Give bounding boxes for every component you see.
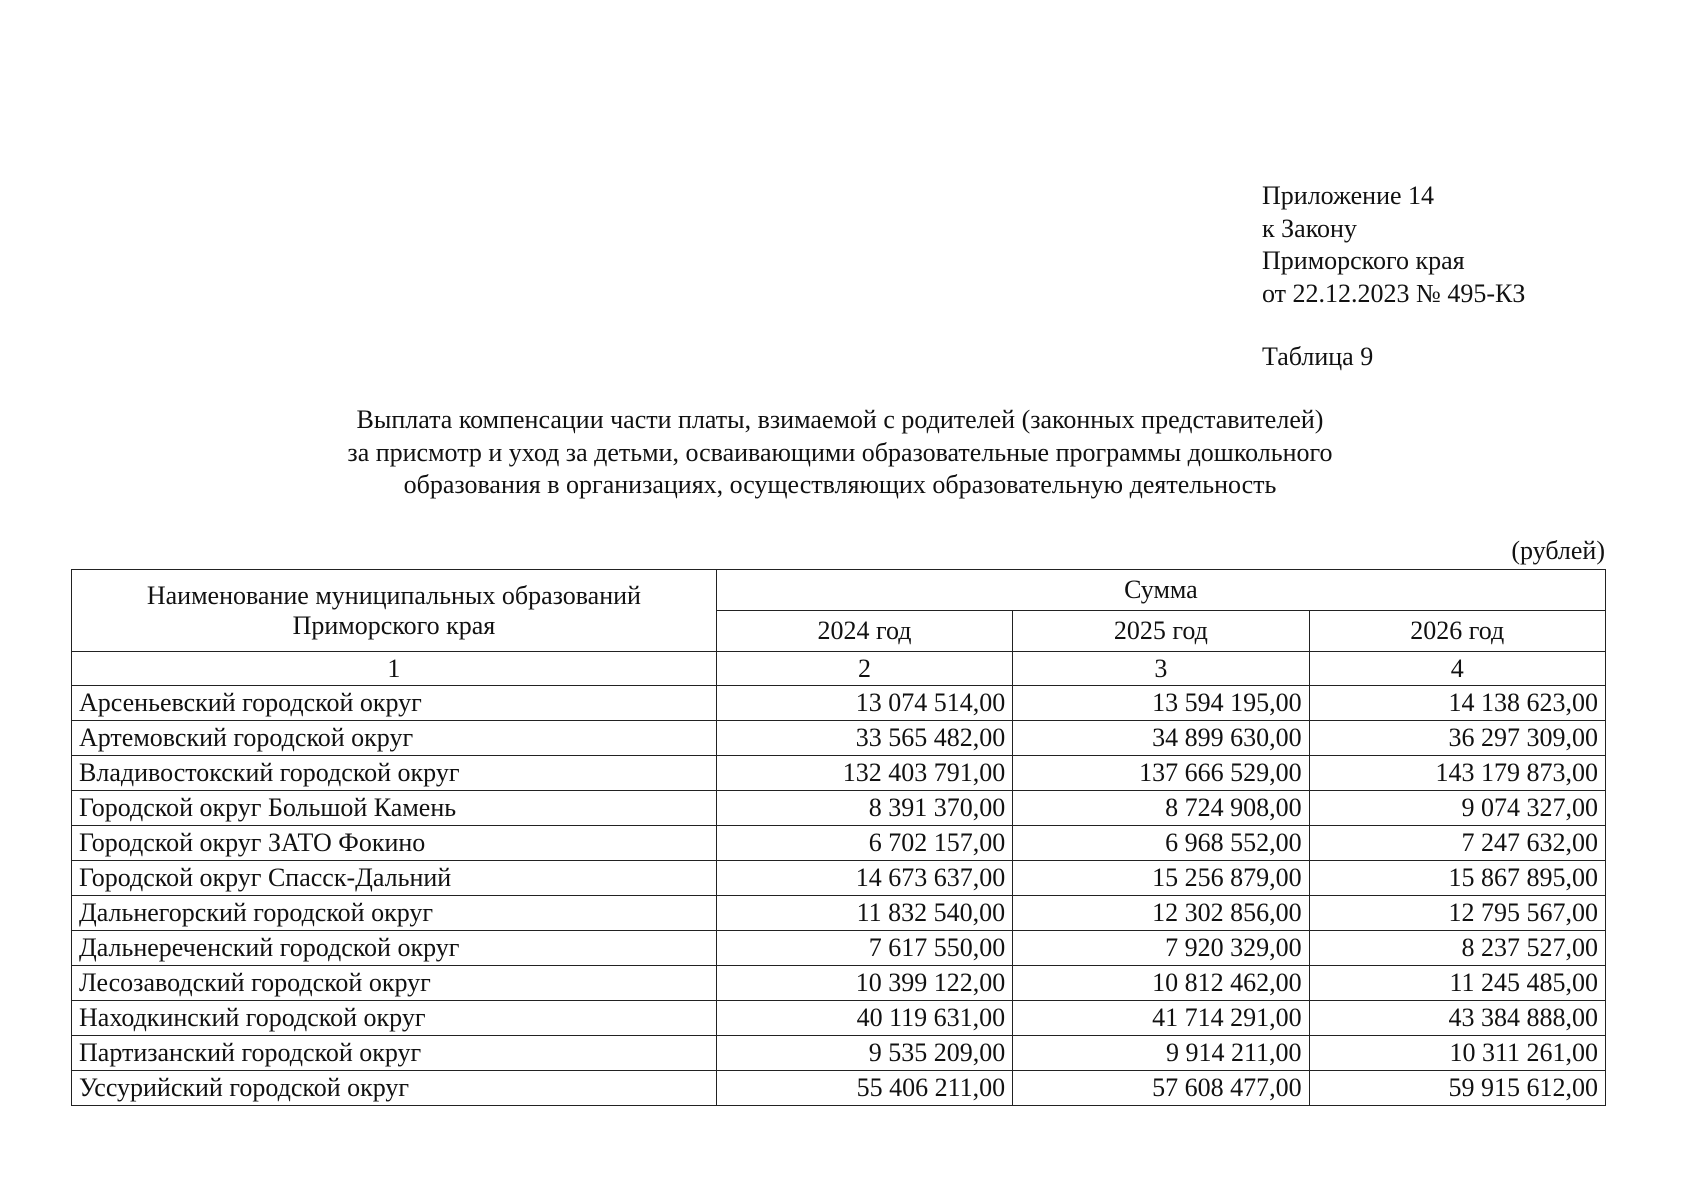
appendix-line: от 22.12.2023 № 495-КЗ — [1262, 278, 1526, 308]
title-line: Выплата компенсации части платы, взимаемой с родителей (законных представителей) — [356, 405, 1324, 434]
amount-2024: 55 406 211,00 — [716, 1071, 1012, 1106]
table-row — [72, 896, 1606, 931]
amount-2026: 9 074 327,00 — [1309, 791, 1605, 826]
header-row — [72, 570, 1606, 611]
header-year: 2025 год — [1013, 611, 1309, 652]
amount-2026: 10 311 261,00 — [1309, 1036, 1605, 1071]
table-row — [72, 966, 1606, 1001]
units-label: (рублей) — [1511, 536, 1605, 565]
municipality-name: Городской округ Спасск-Дальний — [72, 861, 717, 896]
amount-2025: 9 914 211,00 — [1013, 1036, 1309, 1071]
amount-2025: 15 256 879,00 — [1013, 861, 1309, 896]
amount-2026: 14 138 623,00 — [1309, 686, 1605, 721]
table-row — [72, 756, 1606, 791]
municipality-name: Уссурийский городской округ — [72, 1071, 717, 1106]
amount-2024: 9 535 209,00 — [716, 1036, 1012, 1071]
municipality-name: Лесозаводский городской округ — [72, 966, 717, 1001]
header-sum: Сумма — [716, 570, 1605, 611]
amount-2024: 13 074 514,00 — [716, 686, 1012, 721]
amount-2025: 12 302 856,00 — [1013, 896, 1309, 931]
amount-2025: 7 920 329,00 — [1013, 931, 1309, 966]
header-municipality-line: Наименование муниципальных образований — [146, 580, 641, 610]
municipality-name: Городской округ ЗАТО Фокино — [72, 826, 717, 861]
amount-2024: 33 565 482,00 — [716, 721, 1012, 756]
table-body — [72, 686, 1606, 1106]
table-header — [72, 570, 1606, 686]
amount-2026: 15 867 895,00 — [1309, 861, 1605, 896]
municipality-name: Дальнегорский городской округ — [72, 896, 717, 931]
amount-2025: 41 714 291,00 — [1013, 1001, 1309, 1036]
amount-2024: 8 391 370,00 — [716, 791, 1012, 826]
compensation-table — [71, 569, 1606, 1106]
municipality-name: Находкинский городской округ — [72, 1001, 717, 1036]
column-index: 3 — [1013, 652, 1309, 686]
municipality-name: Партизанский городской округ — [72, 1036, 717, 1071]
amount-2025: 8 724 908,00 — [1013, 791, 1309, 826]
amount-2024: 40 119 631,00 — [716, 1001, 1012, 1036]
municipality-name: Дальнереченский городской округ — [72, 931, 717, 966]
header-year: 2026 год — [1309, 611, 1605, 652]
amount-2024: 132 403 791,00 — [716, 756, 1012, 791]
header-year: 2024 год — [716, 611, 1012, 652]
amount-2025: 137 666 529,00 — [1013, 756, 1309, 791]
column-index-row — [72, 652, 1606, 686]
amount-2024: 6 702 157,00 — [716, 826, 1012, 861]
amount-2025: 10 812 462,00 — [1013, 966, 1309, 1001]
title-line: образования в организациях, осуществляющих образовательную деятельность — [403, 470, 1277, 499]
amount-2024: 10 399 122,00 — [716, 966, 1012, 1001]
table-row — [72, 1036, 1606, 1071]
document-title — [200, 404, 1480, 502]
table-row — [72, 1071, 1606, 1106]
amount-2026: 8 237 527,00 — [1309, 931, 1605, 966]
table-row — [72, 686, 1606, 721]
appendix-line: Приложение 14 — [1262, 181, 1435, 210]
amount-2025: 13 594 195,00 — [1013, 686, 1309, 721]
municipality-name: Владивостокский городской округ — [72, 756, 717, 791]
column-index: 4 — [1309, 652, 1605, 686]
municipality-name: Артемовский городской округ — [72, 721, 717, 756]
column-index: 2 — [716, 652, 1012, 686]
amount-2026: 43 384 888,00 — [1309, 1001, 1605, 1036]
amount-2024: 7 617 550,00 — [716, 931, 1012, 966]
amount-2025: 57 608 477,00 — [1013, 1071, 1309, 1106]
municipality-name: Городской округ Большой Камень — [72, 791, 717, 826]
column-index: 1 — [72, 652, 717, 686]
table-row — [72, 791, 1606, 826]
table-row — [72, 931, 1606, 966]
municipality-name: Арсеньевский городской округ — [72, 686, 717, 721]
header-municipality — [72, 570, 717, 652]
header-municipality-line: Приморского края — [292, 610, 496, 640]
amount-2026: 59 915 612,00 — [1309, 1071, 1605, 1106]
appendix-reference — [1262, 180, 1525, 310]
appendix-line: к Закону — [1262, 213, 1357, 243]
amount-2025: 6 968 552,00 — [1013, 826, 1309, 861]
table-row — [72, 826, 1606, 861]
amount-2024: 14 673 637,00 — [716, 861, 1012, 896]
amount-2024: 11 832 540,00 — [716, 896, 1012, 931]
amount-2026: 36 297 309,00 — [1309, 721, 1605, 756]
amount-2026: 143 179 873,00 — [1309, 756, 1605, 791]
title-line: за присмотр и уход за детьми, осваивающими образовательные программы дошкольного — [347, 437, 1333, 467]
amount-2026: 12 795 567,00 — [1309, 896, 1605, 931]
amount-2026: 11 245 485,00 — [1309, 966, 1605, 1001]
appendix-line: Приморского края — [1262, 246, 1465, 275]
amount-2026: 7 247 632,00 — [1309, 826, 1605, 861]
table-number: Таблица 9 — [1262, 342, 1374, 371]
table-row — [72, 1001, 1606, 1036]
table-row — [72, 721, 1606, 756]
table-row — [72, 861, 1606, 896]
amount-2025: 34 899 630,00 — [1013, 721, 1309, 756]
